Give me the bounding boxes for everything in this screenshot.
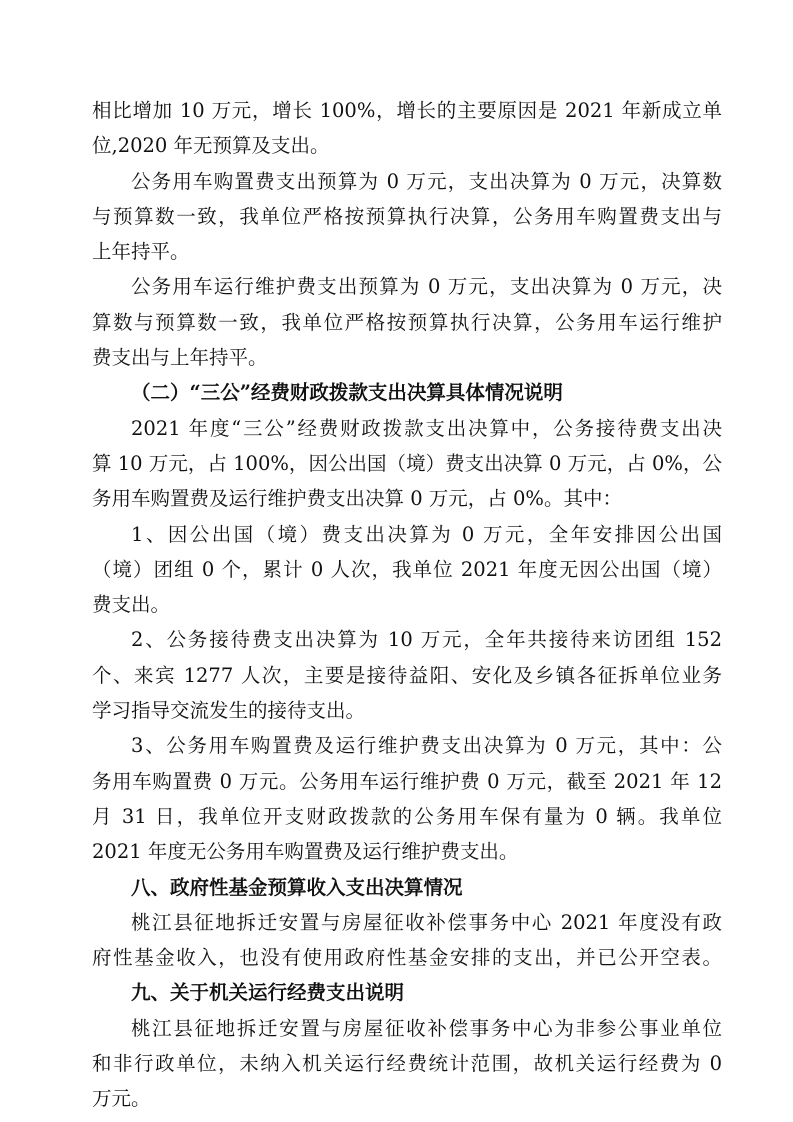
paragraph-first-line: 3、公务用车购置费及运行维护费支出决算为 0 万元，其中：公 [131, 734, 722, 758]
body-text-line: 上年持平。 [92, 240, 190, 264]
body-text-line: 算数与预算数一致，我单位严格按预算执行决算，公务用车运行维护 [92, 310, 722, 334]
document-page [92, 93, 722, 1117]
body-text-line: 月 31 日，我单位开支财政拨款的公务用车保有量为 0 辆。我单位 [92, 804, 722, 828]
body-text-line: 位,2020 年无预算及支出。 [92, 134, 330, 158]
body-text-line: 与预算数一致，我单位严格按预算执行决算，公务用车购置费支出与 [92, 204, 722, 228]
section-heading: （二）“三公”经费财政拨款支出决算具体情况说明 [131, 381, 563, 405]
body-text-line: 学习指导交流发生的接待支出。 [92, 699, 366, 723]
section-heading: 八、政府性基金预算收入支出决算情况 [131, 875, 463, 899]
body-text-line: 个、来宾 1277 人次，主要是接待益阳、安化及乡镇各征拆单位业务 [92, 663, 722, 687]
paragraph-first-line: 桃江县征地拆迁安置与房屋征收补偿事务中心 2021 年度没有政 [131, 910, 722, 934]
paragraph-first-line: 2021 年度“三公”经费财政拨款支出决算中，公务接待费支出决 [131, 416, 722, 440]
body-text-line: 务用车购置费 0 万元。公务用车运行维护费 0 万元，截至 2021 年 12 [92, 769, 722, 793]
body-text-line: （境）团组 0 个，累计 0 人次，我单位 2021 年度无因公出国（境） [92, 557, 722, 581]
body-text-line: 2021 年度无公务用车购置费及运行维护费支出。 [92, 840, 519, 864]
body-text-line: 府性基金收入，也没有使用政府性基金安排的支出，并已公开空表。 [92, 946, 722, 970]
body-text-line: 万元。 [92, 1087, 151, 1111]
paragraph-first-line: 1、因公出国（境）费支出决算为 0 万元，全年安排因公出国 [131, 522, 722, 546]
body-text-line: 费支出。 [92, 593, 171, 617]
body-text-line: 相比增加 10 万元，增长 100%，增长的主要原因是 2021 年新成立单 [92, 99, 722, 122]
body-text-line: 和非行政单位，未纳入机关运行经费统计范围，故机关运行经费为 0 [92, 1052, 722, 1076]
body-text-line: 算 10 万元，占 100%，因公出国（境）费支出决算 0 万元，占 0%，公 [92, 451, 722, 475]
paragraph-first-line: 2、公务接待费支出决算为 10 万元，全年共接待来访团组 152 [131, 628, 722, 652]
paragraph-first-line: 公务用车运行维护费支出预算为 0 万元，支出决算为 0 万元，决 [131, 275, 722, 299]
section-heading: 九、关于机关运行经费支出说明 [131, 981, 405, 1005]
body-text-line: 务用车购置费及运行维护费支出决算 0 万元，占 0%。其中： [92, 487, 622, 511]
paragraph-first-line: 公务用车购置费支出预算为 0 万元，支出决算为 0 万元，决算数 [131, 169, 722, 193]
paragraph-first-line: 桃江县征地拆迁安置与房屋征收补偿事务中心为非参公事业单位 [131, 1016, 722, 1040]
body-text-line: 费支出与上年持平。 [92, 346, 268, 370]
